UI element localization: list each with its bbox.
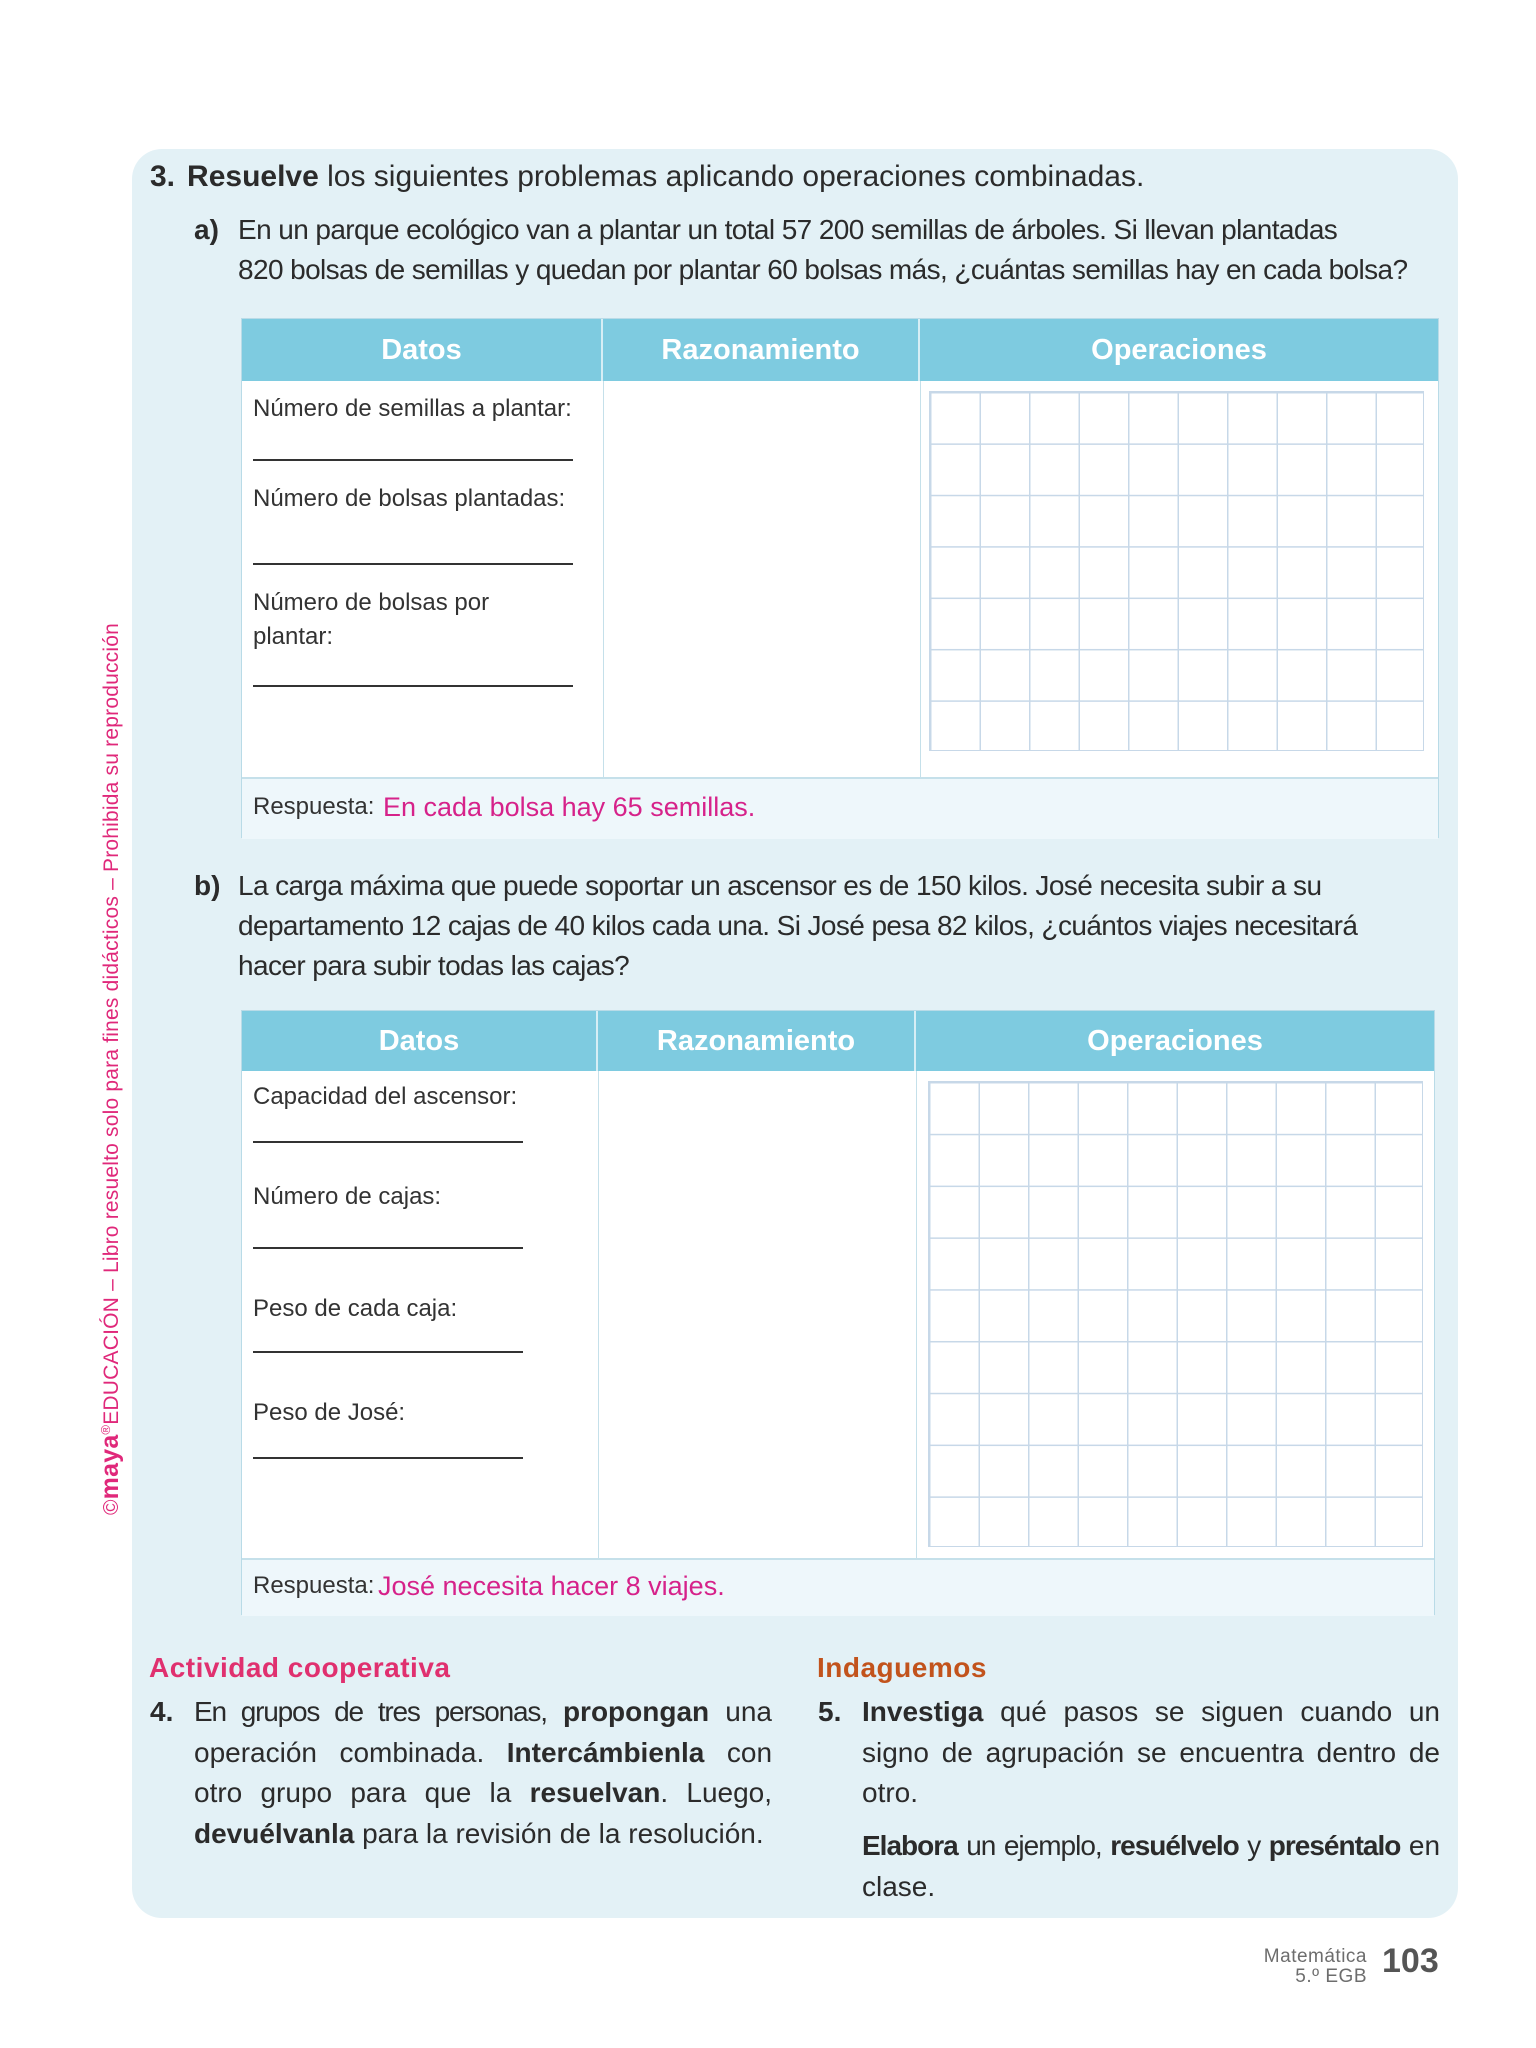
text: un ejemplo, [966,1830,1102,1861]
problem-b-line-2: departamento 12 cajas de 40 kilos cada una. Si José pesa 82 kilos, ¿cuántos viajes necesitará [238,910,1358,941]
problem-a-label: a) [194,214,219,245]
answer-blank-line[interactable] [253,1247,523,1249]
bold-verb: Intercámbienla [506,1736,705,1768]
bold-verb: preséntalo [1268,1830,1401,1861]
bold-verb: devuélvanla [194,1817,355,1849]
answer-blank-line[interactable] [253,459,573,461]
cooperative-heading: Actividad cooperativa [149,1652,451,1683]
copyright-side-text [96,623,125,1515]
answer-blank-line[interactable] [253,1351,523,1353]
datos-label-bags-to-plant-1: Número de bolsas por [253,589,490,616]
header-datos: Datos [242,319,603,381]
answer-text: En cada bolsa hay 65 semillas. [383,792,756,822]
text: y [1247,1830,1261,1861]
exercise-5-continuation [862,1826,1440,1907]
bold-verb: resuélvelo [1110,1830,1239,1861]
datos-label-seeds: Número de semillas a plantar: [253,395,572,422]
answer-blank-line[interactable] [253,1141,523,1143]
answer-blank-line[interactable] [253,1457,523,1459]
datos-label-boxes: Número de cajas: [253,1183,442,1210]
problem-b-line-3: hacer para subir todas las cajas? [238,950,630,981]
datos-label-box-weight: Peso de cada caja: [253,1295,458,1322]
answer-label: Respuesta: [253,793,375,820]
exercise-number: 4. [150,1696,174,1727]
problem-b-table [241,1010,1435,1615]
header-operaciones: Operaciones [1091,333,1267,366]
brand-logo-text: maya [96,1434,124,1500]
inquiry-heading: Indaguemos [817,1652,987,1683]
grade-level: 5.º EGB [1295,1966,1367,1987]
text: una operación combinada. [194,1696,772,1768]
header-razonamiento: Razonamiento [598,1011,916,1071]
answer-blank-line[interactable] [253,563,573,565]
header-razonamiento: Razonamiento [603,319,920,381]
bold-verb: resuelvan [529,1777,661,1808]
text: en clase. [862,1830,1441,1902]
registered-mark: ® [98,1424,113,1435]
problem-a [194,210,1444,292]
header-datos: Datos [242,1011,598,1071]
answer-blank-line[interactable] [253,685,573,687]
column-divider [598,1071,599,1558]
answer-text: José necesita hacer 8 viajes. [378,1571,725,1601]
bold-verb: propongan [562,1696,710,1727]
footer-subject [1232,1947,1367,1987]
answer-row [242,777,1438,839]
text: qué pasos se siguen cuando un signo de agrupación se encuentra dentro de otro. [862,1696,1441,1808]
copyright-notice: EDUCACIÓN – Libro resuelto solo para fines didácticos – Prohibida su reproducción [100,623,123,1425]
copyright-symbol: © [100,1499,123,1515]
datos-label-bags-to-plant-2: plantar: [253,623,334,650]
answer-row [242,1558,1434,1616]
problem-a-line-2: 820 bolsas de semillas y quedan por plantar 60 bolsas más, ¿cuántas semillas hay en cada bolsa? [238,254,1408,285]
datos-label-capacity: Capacidad del ascensor: [253,1083,518,1110]
text: con otro grupo para que la [194,1736,773,1808]
text: En grupos de tres personas, [194,1696,547,1727]
table-header [242,1011,1434,1071]
column-divider [916,1071,917,1558]
datos-label-jose-weight: Peso de José: [253,1399,406,1426]
column-divider [603,381,604,777]
problem-b-line-1: La carga máxima que puede soportar un ascensor es de 150 kilos. José necesita subir a su [238,870,1322,901]
page-number: 103 [1382,1942,1439,1980]
answer-label: Respuesta: [253,1572,375,1599]
datos-label-bags-planted: Número de bolsas plantadas: [253,485,566,512]
column-divider [920,381,921,777]
instruction-verb: Resuelve [187,160,319,193]
bold-verb: Elabora [862,1830,958,1861]
exercise-3-instruction [150,160,1144,194]
bold-verb: Investiga [862,1696,984,1727]
exercise-4 [150,1692,773,1854]
exercise-number: 5. [818,1696,842,1727]
problem-b-label: b) [194,870,221,901]
problem-a-line-1: En un parque ecológico van a plantar un total 57 200 semillas de árboles. Si llevan plantadas [238,214,1338,245]
operations-grid[interactable] [928,1081,1423,1547]
exercise-5 [818,1692,1441,1814]
subject-name: Matemática [1263,1946,1367,1967]
problem-b [194,866,1444,988]
text: . Luego, [660,1777,773,1808]
operations-grid[interactable] [929,391,1424,751]
problem-a-table [241,318,1439,838]
header-operaciones: Operaciones [1087,1024,1263,1057]
instruction-text: los siguientes problemas aplicando operaciones combinadas. [327,160,1145,193]
table-header [242,319,1438,381]
exercise-number: 3. [150,160,176,193]
text: para la revisión de la resolución. [362,1817,764,1849]
